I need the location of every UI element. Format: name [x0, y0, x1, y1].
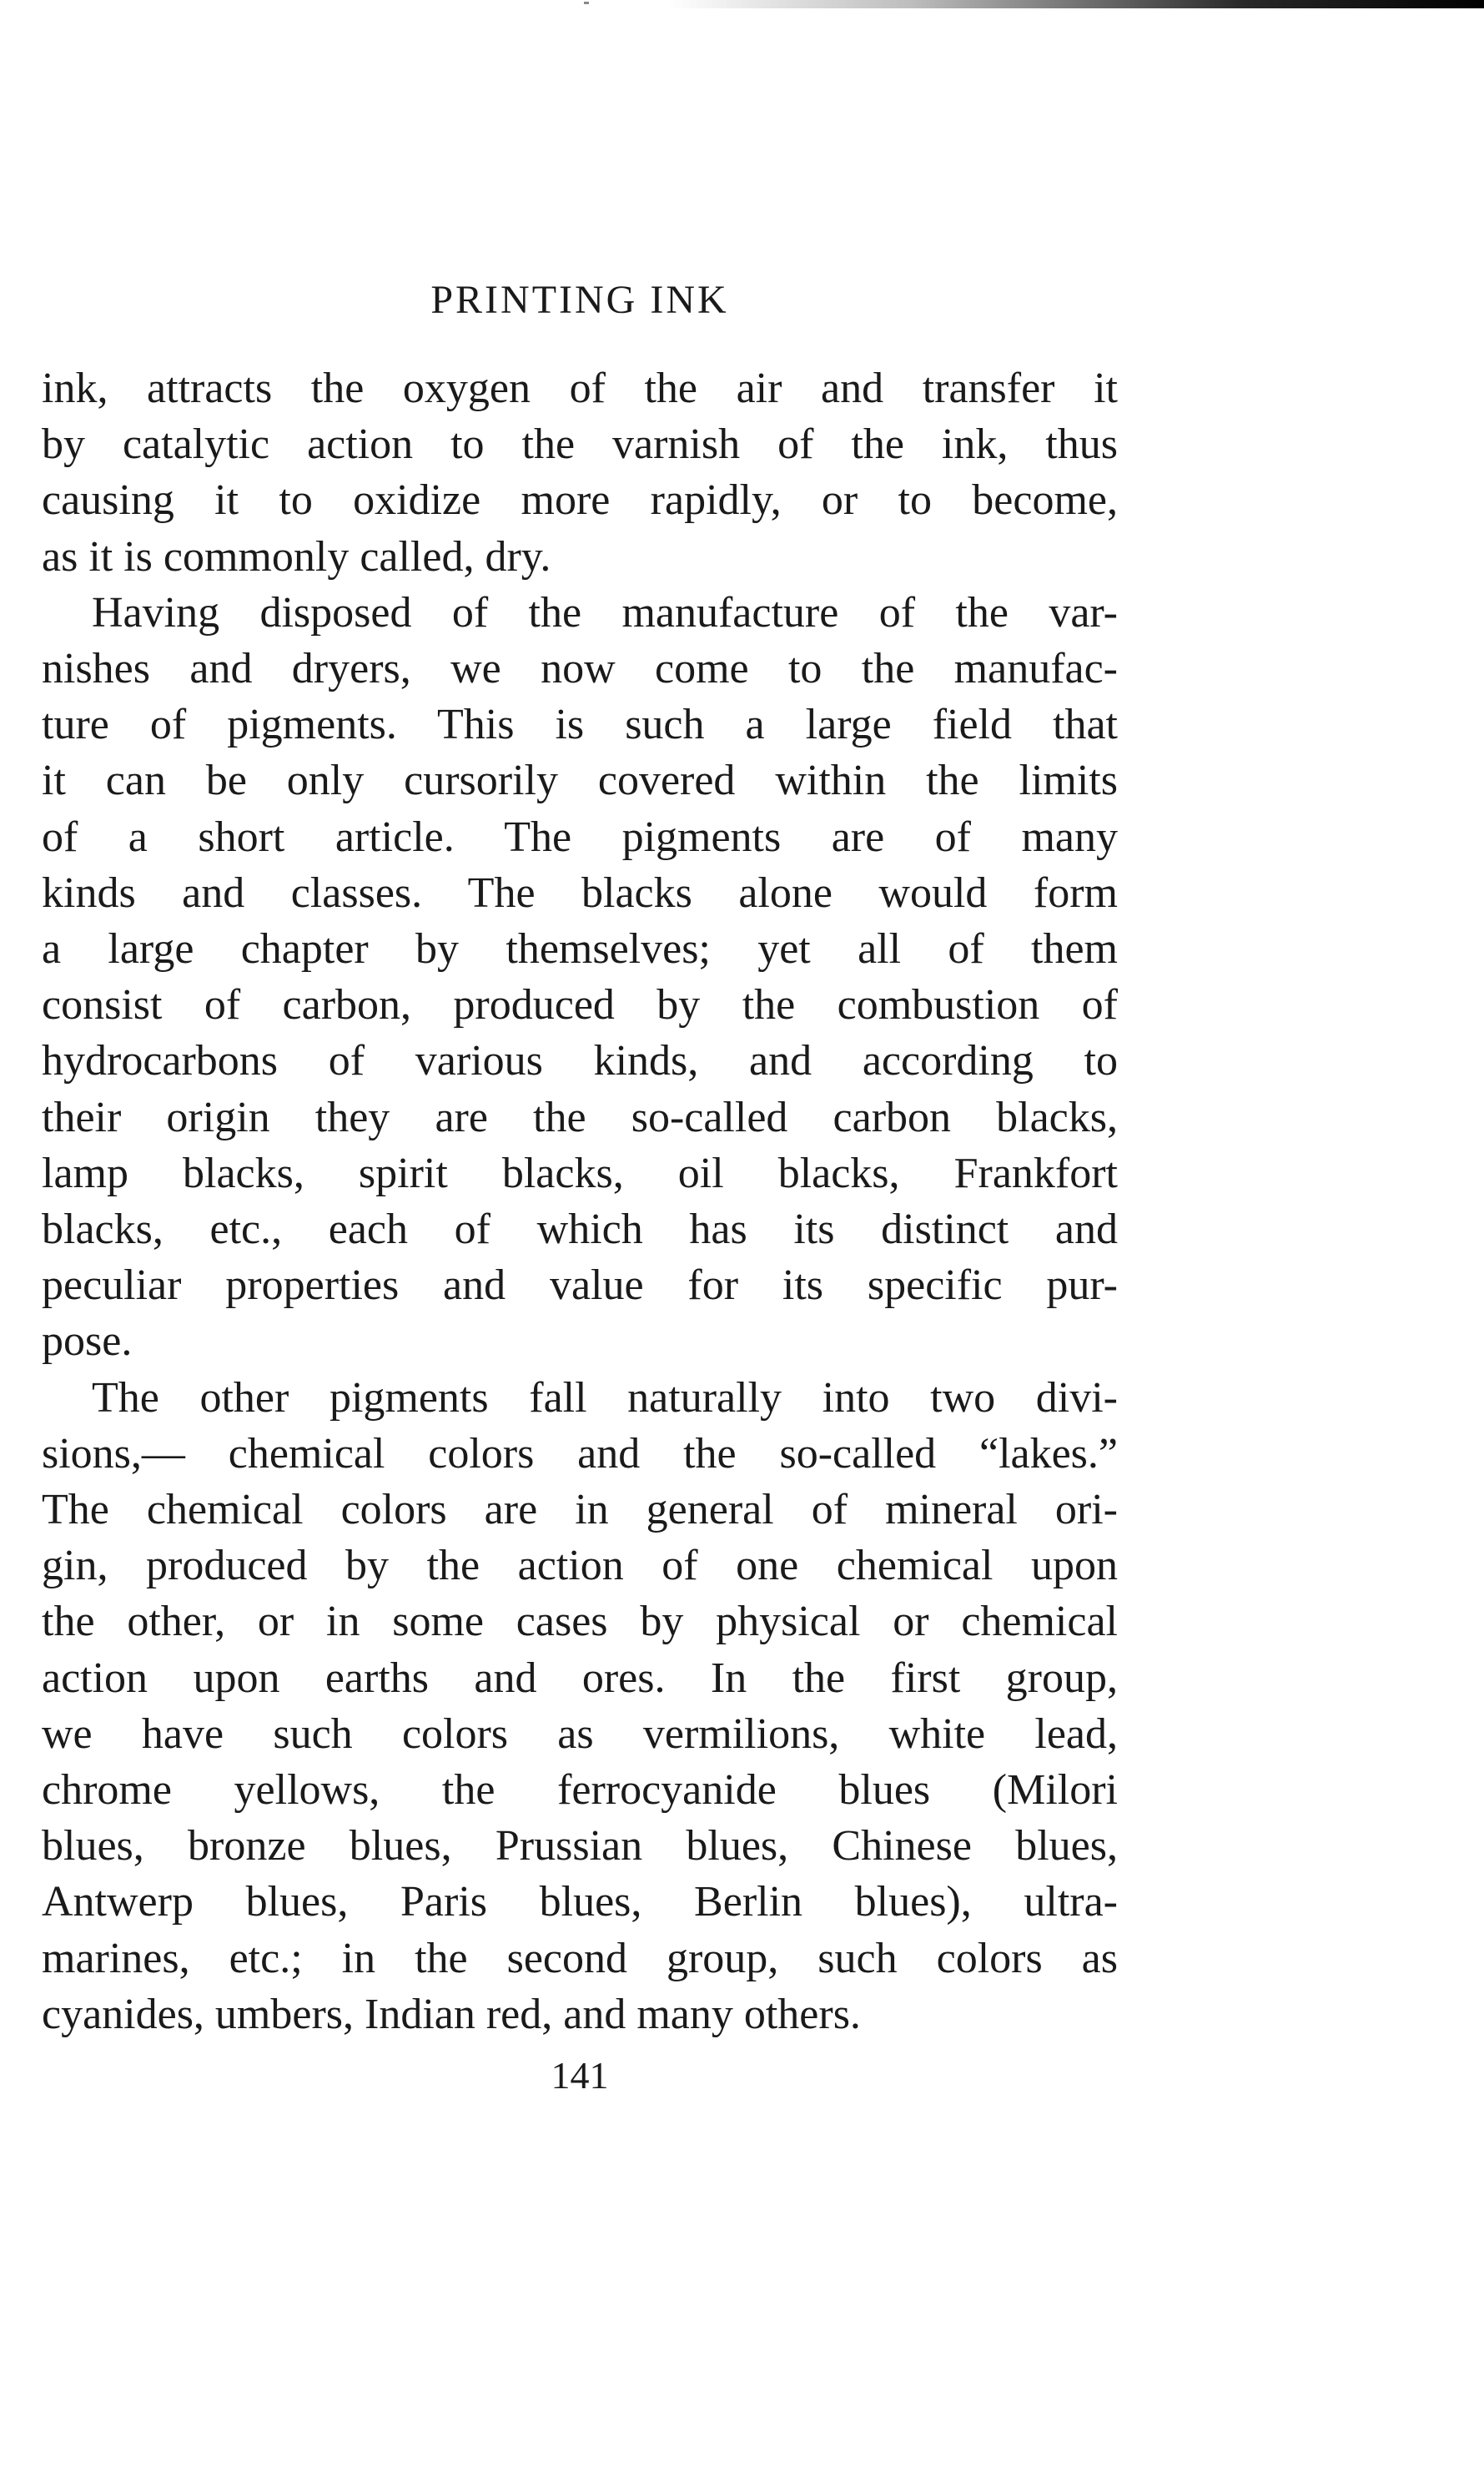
text-line: sions,— chemical colors and the so-called “lakes.” — [42, 1429, 1118, 1478]
text-line: we have such colors as vermilions, white lead, — [42, 1709, 1118, 1758]
text-line: ture of pigments. This is such a large field that — [42, 701, 1118, 749]
text-line: The other pigments fall naturally into two divi- — [92, 1373, 1118, 1422]
text-line: of a short article. The pigments are of many — [42, 813, 1118, 861]
text-line: kinds and classes. The blacks alone would form — [42, 868, 1118, 917]
book-page — [42, 275, 1118, 2101]
text-line: consist of carbon, produced by the combustion of — [42, 981, 1118, 1030]
text-line: a large chapter by themselves; yet all of them — [42, 925, 1118, 974]
text-line: lamp blacks, spirit blacks, oil blacks, Frankfort — [42, 1149, 1118, 1197]
text-line: chrome yellows, the ferrocyanide blues (Milori — [42, 1766, 1118, 1815]
text-line: pose. — [42, 1317, 133, 1366]
paragraph-2 — [42, 585, 1118, 1370]
text-line: The chemical colors are in general of mineral ori- — [42, 1486, 1118, 1534]
text-line: by catalytic action to the varnish of the ink, thus — [42, 420, 1118, 469]
running-head: PRINTING INK — [430, 278, 729, 322]
text-line: the other, or in some cases by physical or chemical — [42, 1598, 1118, 1646]
text-line: hydrocarbons of various kinds, and according to — [42, 1037, 1118, 1085]
text-line: peculiar properties and value for its specific pur- — [42, 1261, 1118, 1310]
text-line: nishes and dryers, we now come to the manufac- — [42, 645, 1118, 693]
page-number: 141 — [551, 2054, 609, 2097]
text-line: Having disposed of the manufacture of the var- — [92, 588, 1118, 637]
text-line: ink, attracts the oxygen of the air and transfer it — [42, 365, 1118, 412]
scan-mark — [584, 2, 589, 4]
text-line: causing it to oxidize more rapidly, or to become, — [42, 476, 1118, 525]
paragraph-3 — [42, 1370, 1118, 2042]
text-line: Antwerp blues, Paris blues, Berlin blues), ultra- — [42, 1878, 1118, 1926]
text-line: blacks, etc., each of which has its distinct and — [42, 1206, 1118, 1254]
text-line: blues, bronze blues, Prussian blues, Chinese blues, — [42, 1822, 1118, 1870]
text-line: gin, produced by the action of one chemical upon — [42, 1542, 1118, 1590]
scan-edge-shadow — [667, 0, 1484, 8]
text-line: marines, etc.; in the second group, such colors as — [42, 1934, 1118, 1982]
text-line: action upon earths and ores. In the first group, — [42, 1654, 1118, 1702]
text-line: their origin they are the so-called carbon blacks, — [42, 1093, 1118, 1141]
text-line: it can be only cursorily covered within the limits — [42, 757, 1118, 805]
text-line: cyanides, umbers, Indian red, and many others. — [42, 1990, 861, 2038]
paragraph-1 — [42, 360, 1118, 585]
text-line: as it is commonly called, dry. — [42, 532, 551, 581]
